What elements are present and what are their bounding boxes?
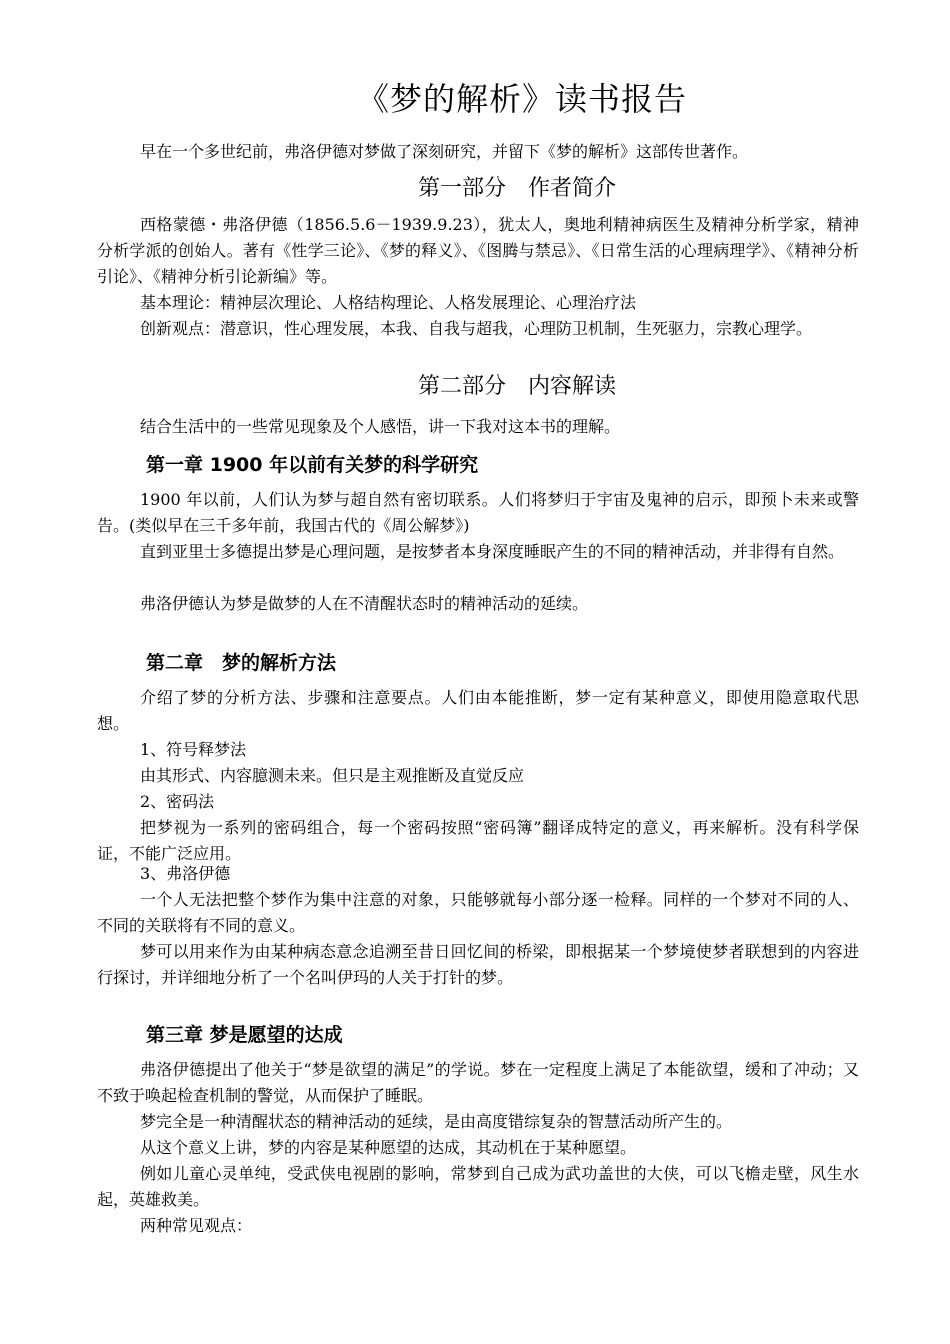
basic-theory-paragraph: 基本理论：精神层次理论、人格结构理论、人格发展理论、心理治疗法: [140, 293, 637, 312]
chapter3-paragraph-1: 弗洛伊德提出了他关于“梦是欲望的满足”的学说。梦在一定程度上满足了本能欲望，缓和了冲动；又不致于唤起检查机制的警觉，从而保护了睡眠。: [97, 1060, 859, 1105]
method2-description: 把梦视为一系列的密码组合，每一个密码按照“密码簿”翻译成特定的意义，再来解析。没有科学保证，不能广泛应用。: [97, 818, 859, 863]
chapter2-paragraph-1: 介绍了梦的分析方法、步骤和注意要点。人们由本能推断，梦一定有某种意义，即使用隐意取代思想。: [97, 688, 859, 733]
chapter2-heading: 第二章 梦的解析方法: [146, 652, 337, 674]
report-title: 《梦的解析》读书报告: [356, 80, 687, 118]
chapter3-paragraph-3: 从这个意义上讲，梦的内容是某种愿望的达成，其动机在于某种愿望。: [140, 1138, 637, 1157]
part2-heading: 第二部分 内容解读: [417, 374, 616, 399]
chapter1-paragraph-3: 弗洛伊德认为梦是做梦的人在不清醒状态时的精神活动的延续。: [140, 594, 589, 613]
chapter1-heading: 第一章 1900 年以前有关梦的科学研究: [146, 454, 479, 476]
innovation-paragraph: 创新观点：潜意识，性心理发展，本我、自我与超我，心理防卫机制，生死驱力，宗教心理学。: [140, 319, 813, 338]
method2-label: 2、密码法: [140, 792, 215, 811]
chapter3-paragraph-2: 梦完全是一种清醒状态的精神活动的延续，是由高度错综复杂的智慧活动所产生的。: [140, 1112, 733, 1131]
part1-heading: 第一部分 作者简介: [417, 176, 616, 201]
chapter1-paragraph-2: 直到亚里士多德提出梦是心理问题，是按梦者本身深度睡眠产生的不同的精神活动，并非得有自然。: [140, 542, 845, 561]
chapter3-paragraph-5: 两种常见观点：: [140, 1216, 253, 1235]
part2-intro-paragraph: 结合生活中的一些常见现象及个人感悟，讲一下我对这本书的理解。: [140, 417, 621, 436]
method3-label: 3、弗洛伊德: [140, 864, 231, 883]
chapter3-heading: 第三章 梦是愿望的达成: [146, 1024, 343, 1046]
intro-paragraph: 早在一个多世纪前，弗洛伊德对梦做了深刻研究，并留下《梦的解析》这部传世著作。: [140, 142, 749, 161]
method3-description: 一个人无法把整个梦作为集中注意的对象，只能够就每小部分逐一检释。同样的一个梦对不同的人、不同的关联将有不同的意义。: [97, 890, 859, 935]
chapter1-paragraph-1: 1900 年以前，人们认为梦与超自然有密切联系。人们将梦归于宇宙及鬼神的启示，即预卜未来或警告。(类似早在三千多年前，我国古代的《周公解梦》): [97, 490, 859, 535]
author-bio-paragraph: 西格蒙德・弗洛伊德（1856.5.6－1939.9.23），犹太人，奥地利精神病医生及精神分析学家，精神分析学派的创始人。著有《性学三论》、《梦的释义》、《图腾与禁忌》、《日常生活的心理病理学》、《精神分析引论》、《精神分析引论新编》等。: [97, 215, 859, 286]
chapter2-paragraph-2: 梦可以用来作为由某种病态意念追溯至昔日回忆间的桥梁，即根据某一个梦境使梦者联想到的内容进行探讨，并详细地分析了一个名叫伊玛的人关于打针的梦。: [97, 942, 859, 987]
chapter3-paragraph-4: 例如儿童心灵单纯，受武侠电视剧的影响，常梦到自己成为武功盖世的大侠，可以飞檐走壁，风生水起，英雄救美。: [97, 1164, 859, 1209]
method1-label: 1、符号释梦法: [140, 740, 247, 759]
method1-description: 由其形式、内容臆测未来。但只是主观推断及直觉反应: [140, 766, 525, 785]
